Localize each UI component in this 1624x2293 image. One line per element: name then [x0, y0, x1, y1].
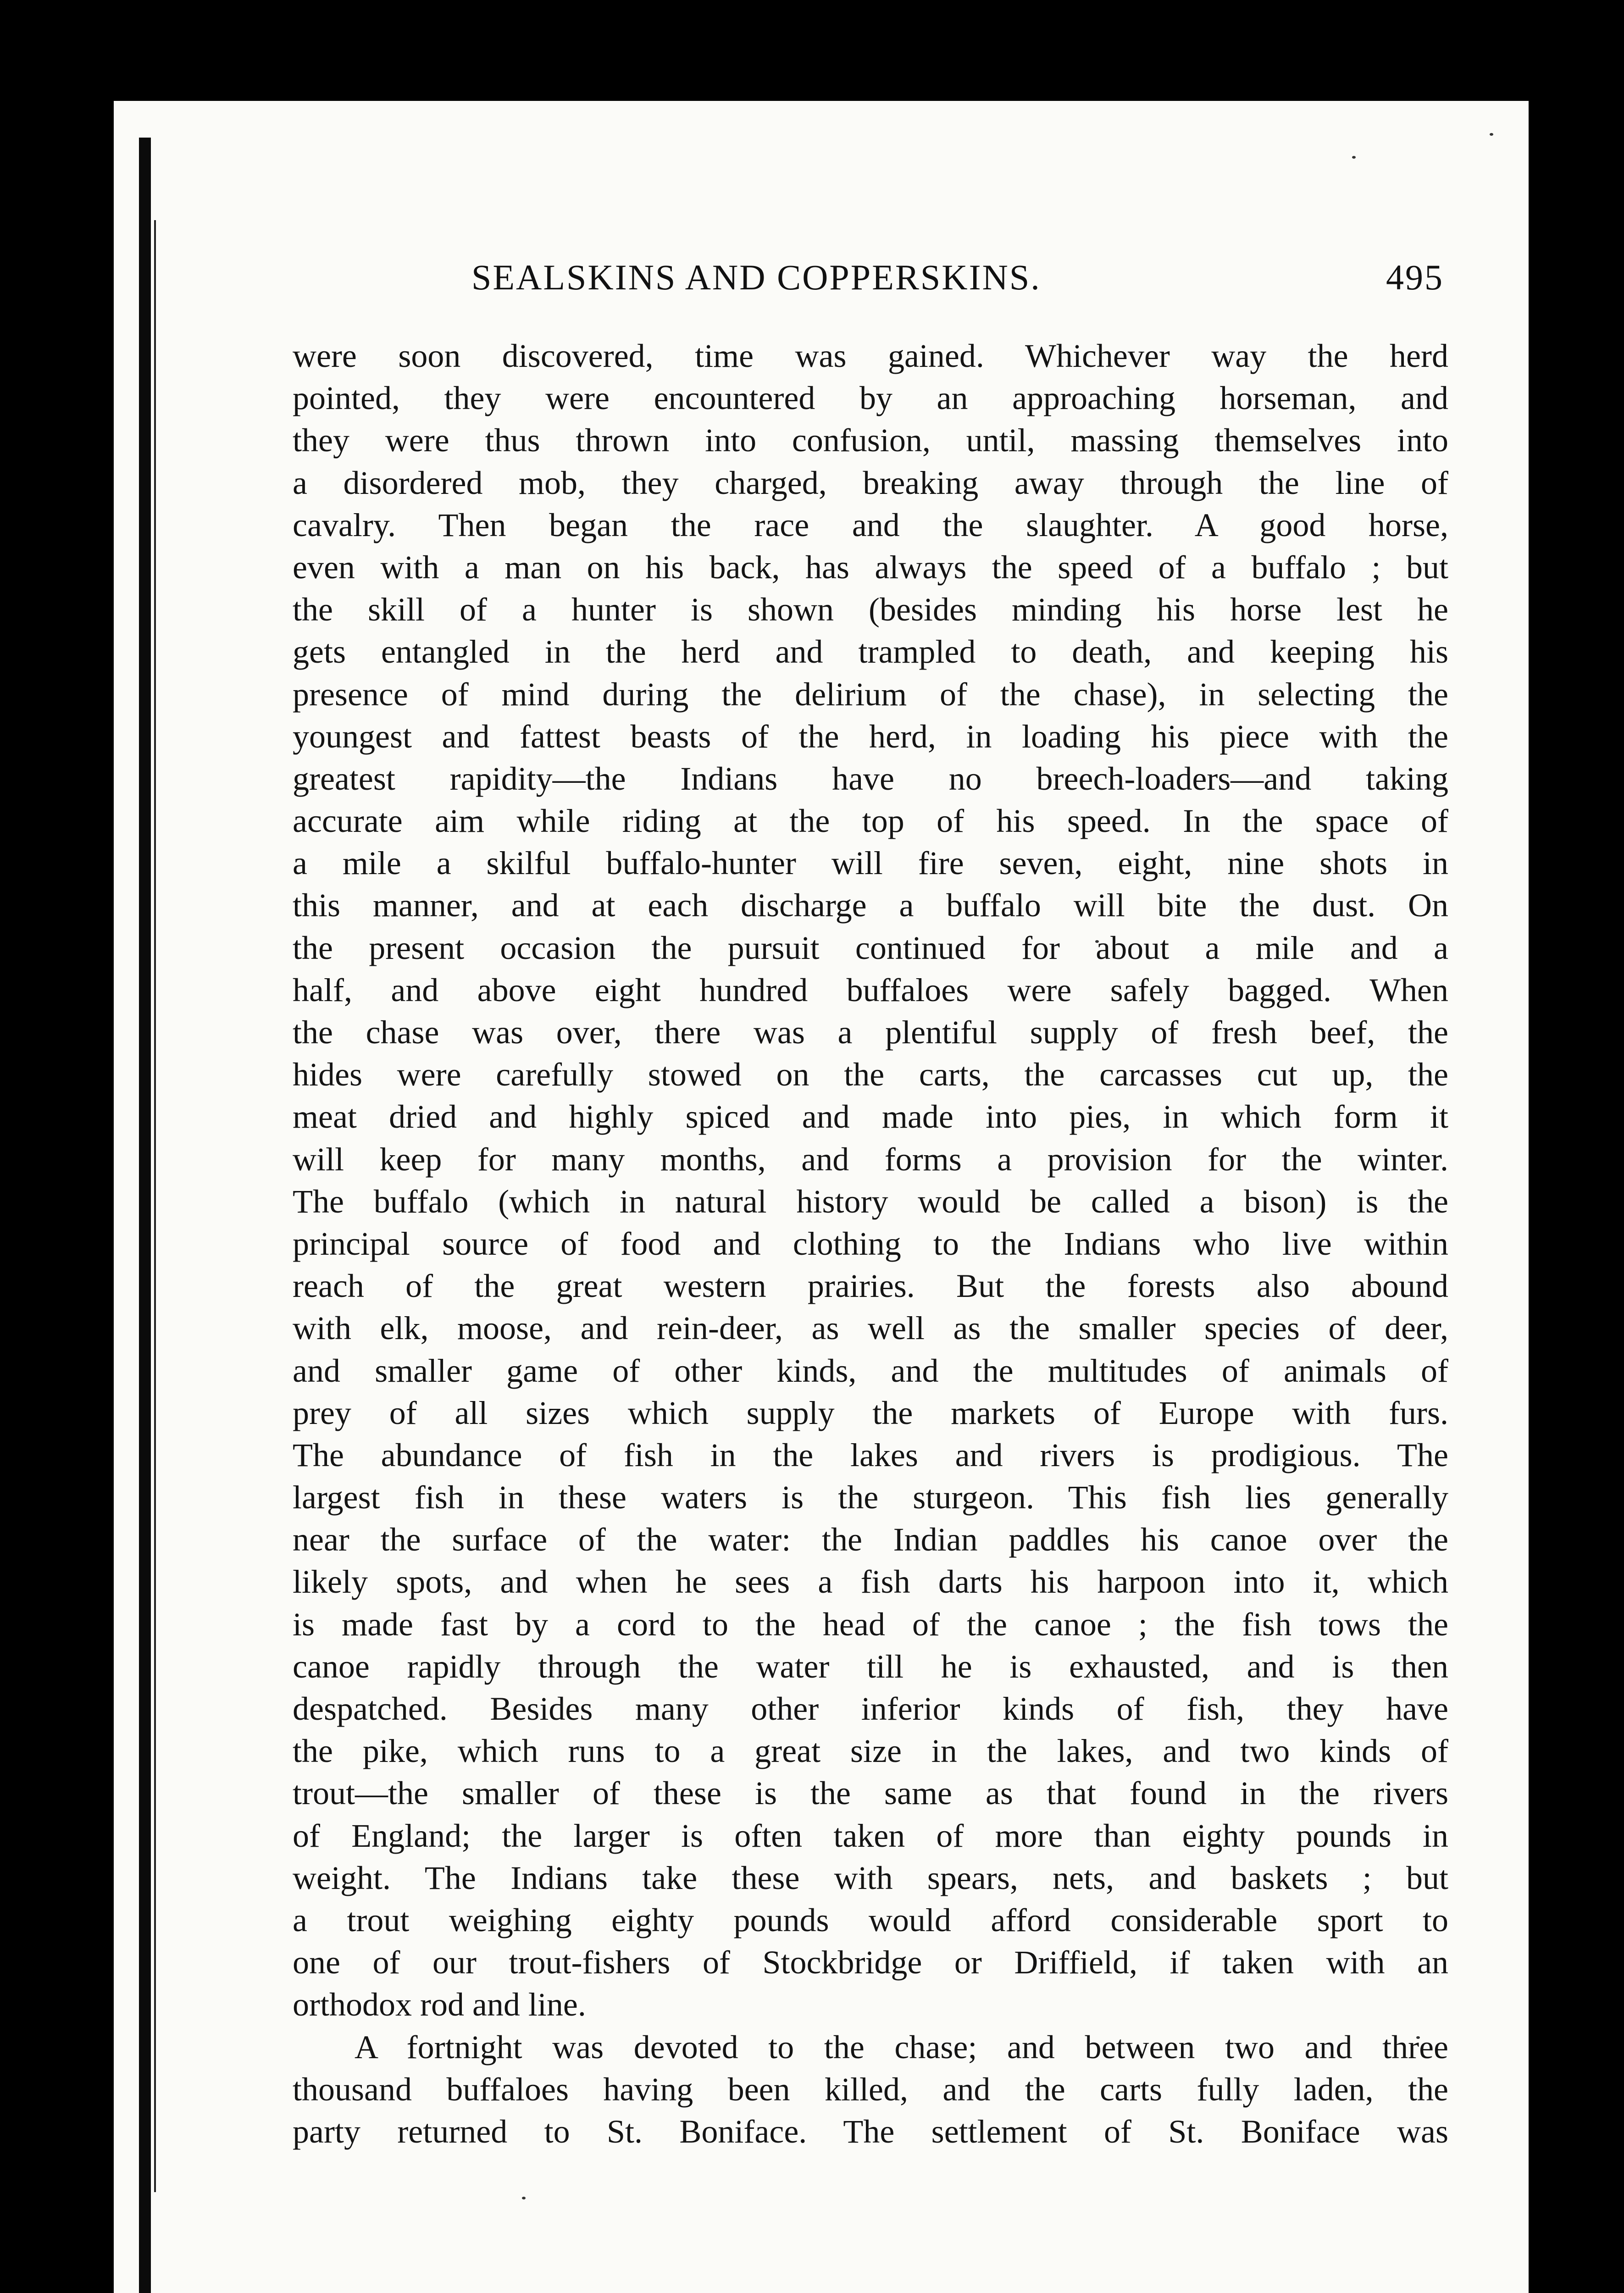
text-line: The buffalo (which in natural history would be called a bison) is the [293, 1183, 1448, 1220]
text-line: canoe rapidly through the water till he is exhausted, and is then [293, 1648, 1448, 1685]
text-line: youngest and fattest beasts of the herd, in loading his piece with the [293, 718, 1448, 755]
text-line: is made fast by a cord to the head of the canoe ; the fish tows the [293, 1606, 1448, 1643]
body-text [293, 335, 1448, 2153]
text-line: this manner, and at each discharge a buffalo will bite the dust. On [293, 887, 1448, 924]
running-head [471, 250, 1444, 305]
text-line: they were thus thrown into confusion, until, massing themselves into [293, 422, 1448, 459]
text-line: likely spots, and when he sees a fish darts his harpoon into it, which [293, 1563, 1448, 1601]
text-line: the pike, which runs to a great size in the lakes, and two kinds of [293, 1733, 1448, 1770]
text-line: largest fish in these waters is the sturgeon. This fish lies generally [293, 1479, 1448, 1516]
text-line: trout—the smaller of these is the same as that found in the rivers [293, 1775, 1448, 1812]
text-line: the present occasion the pursuit continued for about a mile and a [293, 929, 1448, 966]
text-line: weight. The Indians take these with spears, nets, and baskets ; but [293, 1859, 1448, 1896]
text-line: despatched. Besides many other inferior kinds of fish, they have [293, 1690, 1448, 1727]
text-line: the skill of a hunter is shown (besides minding his horse lest he [293, 591, 1448, 628]
text-line: pointed, they were encountered by an approaching horseman, and [293, 380, 1448, 417]
text-line: and smaller game of other kinds, and the multitudes of animals of [293, 1352, 1448, 1389]
text-line: gets entangled in the herd and trampled to death, and keeping his [293, 633, 1448, 670]
binding-line [154, 220, 156, 2192]
page-speck [1490, 133, 1493, 136]
text-line: were soon discovered, time was gained. Whichever way the herd [293, 338, 1448, 374]
text-line: near the surface of the water: the Indian paddles his canoe over the [293, 1521, 1448, 1558]
text-line: orthodox rod and line. [293, 1986, 586, 2023]
text-line: one of our trout-fishers of Stockbridge or Driffield, if taken with an [293, 1944, 1448, 1981]
text-line: hides were carefully stowed on the carts, the carcasses cut up, the [293, 1056, 1448, 1093]
text-line: with elk, moose, and rein-deer, as well as the smaller species of deer, [293, 1310, 1448, 1347]
text-line: even with a man on his back, has always the speed of a buffalo ; but [293, 548, 1448, 586]
book-page [114, 101, 1529, 2293]
text-line: the chase was over, there was a plentiful supply of fresh beef, the [293, 1014, 1448, 1051]
text-line: meat dried and highly spiced and made into pies, in which form it [293, 1098, 1448, 1135]
text-line: principal source of food and clothing to the Indians who live within [293, 1225, 1448, 1262]
text-line: a trout weighing eighty pounds would afford considerable sport to [293, 1901, 1448, 1939]
page-number: 495 [1386, 257, 1444, 297]
text-line: greatest rapidity—the Indians have no breech-loaders—and taking [293, 760, 1448, 797]
text-line: cavalry. Then began the race and the slaughter. A good horse, [293, 506, 1448, 543]
text-line: prey of all sizes which supply the markets of Europe with furs. [293, 1394, 1448, 1431]
page-speck [1352, 156, 1356, 159]
text-line: a mile a skilful buffalo-hunter will fire seven, eight, nine shots in [293, 845, 1448, 882]
text-line: thousand buffaloes having been killed, and the carts fully laden, the [293, 2071, 1448, 2108]
text-line: party returned to St. Boniface. The settlement of St. Boniface was [293, 2113, 1448, 2150]
page-speck [522, 2197, 526, 2199]
text-line: presence of mind during the delirium of the chase), in selecting the [293, 676, 1448, 713]
text-line: of England; the larger is often taken of more than eighty pounds in [293, 1817, 1448, 1854]
text-line: a disordered mob, they charged, breaking away through the line of [293, 464, 1448, 501]
running-title: SEALSKINS AND COPPERSKINS. [471, 257, 1041, 297]
text-line: will keep for many months, and forms a provision for the winter. [293, 1141, 1448, 1178]
text-line: reach of the great western prairies. But the forests also abound [293, 1268, 1448, 1305]
text-line: A fortnight was devoted to the chase; and between two and three [355, 2028, 1448, 2066]
text-line: accurate aim while riding at the top of his speed. In the space of [293, 803, 1448, 840]
text-line: The abundance of fish in the lakes and rivers is prodigious. The [293, 1436, 1448, 1473]
binding-shadow [139, 138, 151, 2293]
text-line: half, and above eight hundred buffaloes were safely bagged. When [293, 971, 1448, 1008]
